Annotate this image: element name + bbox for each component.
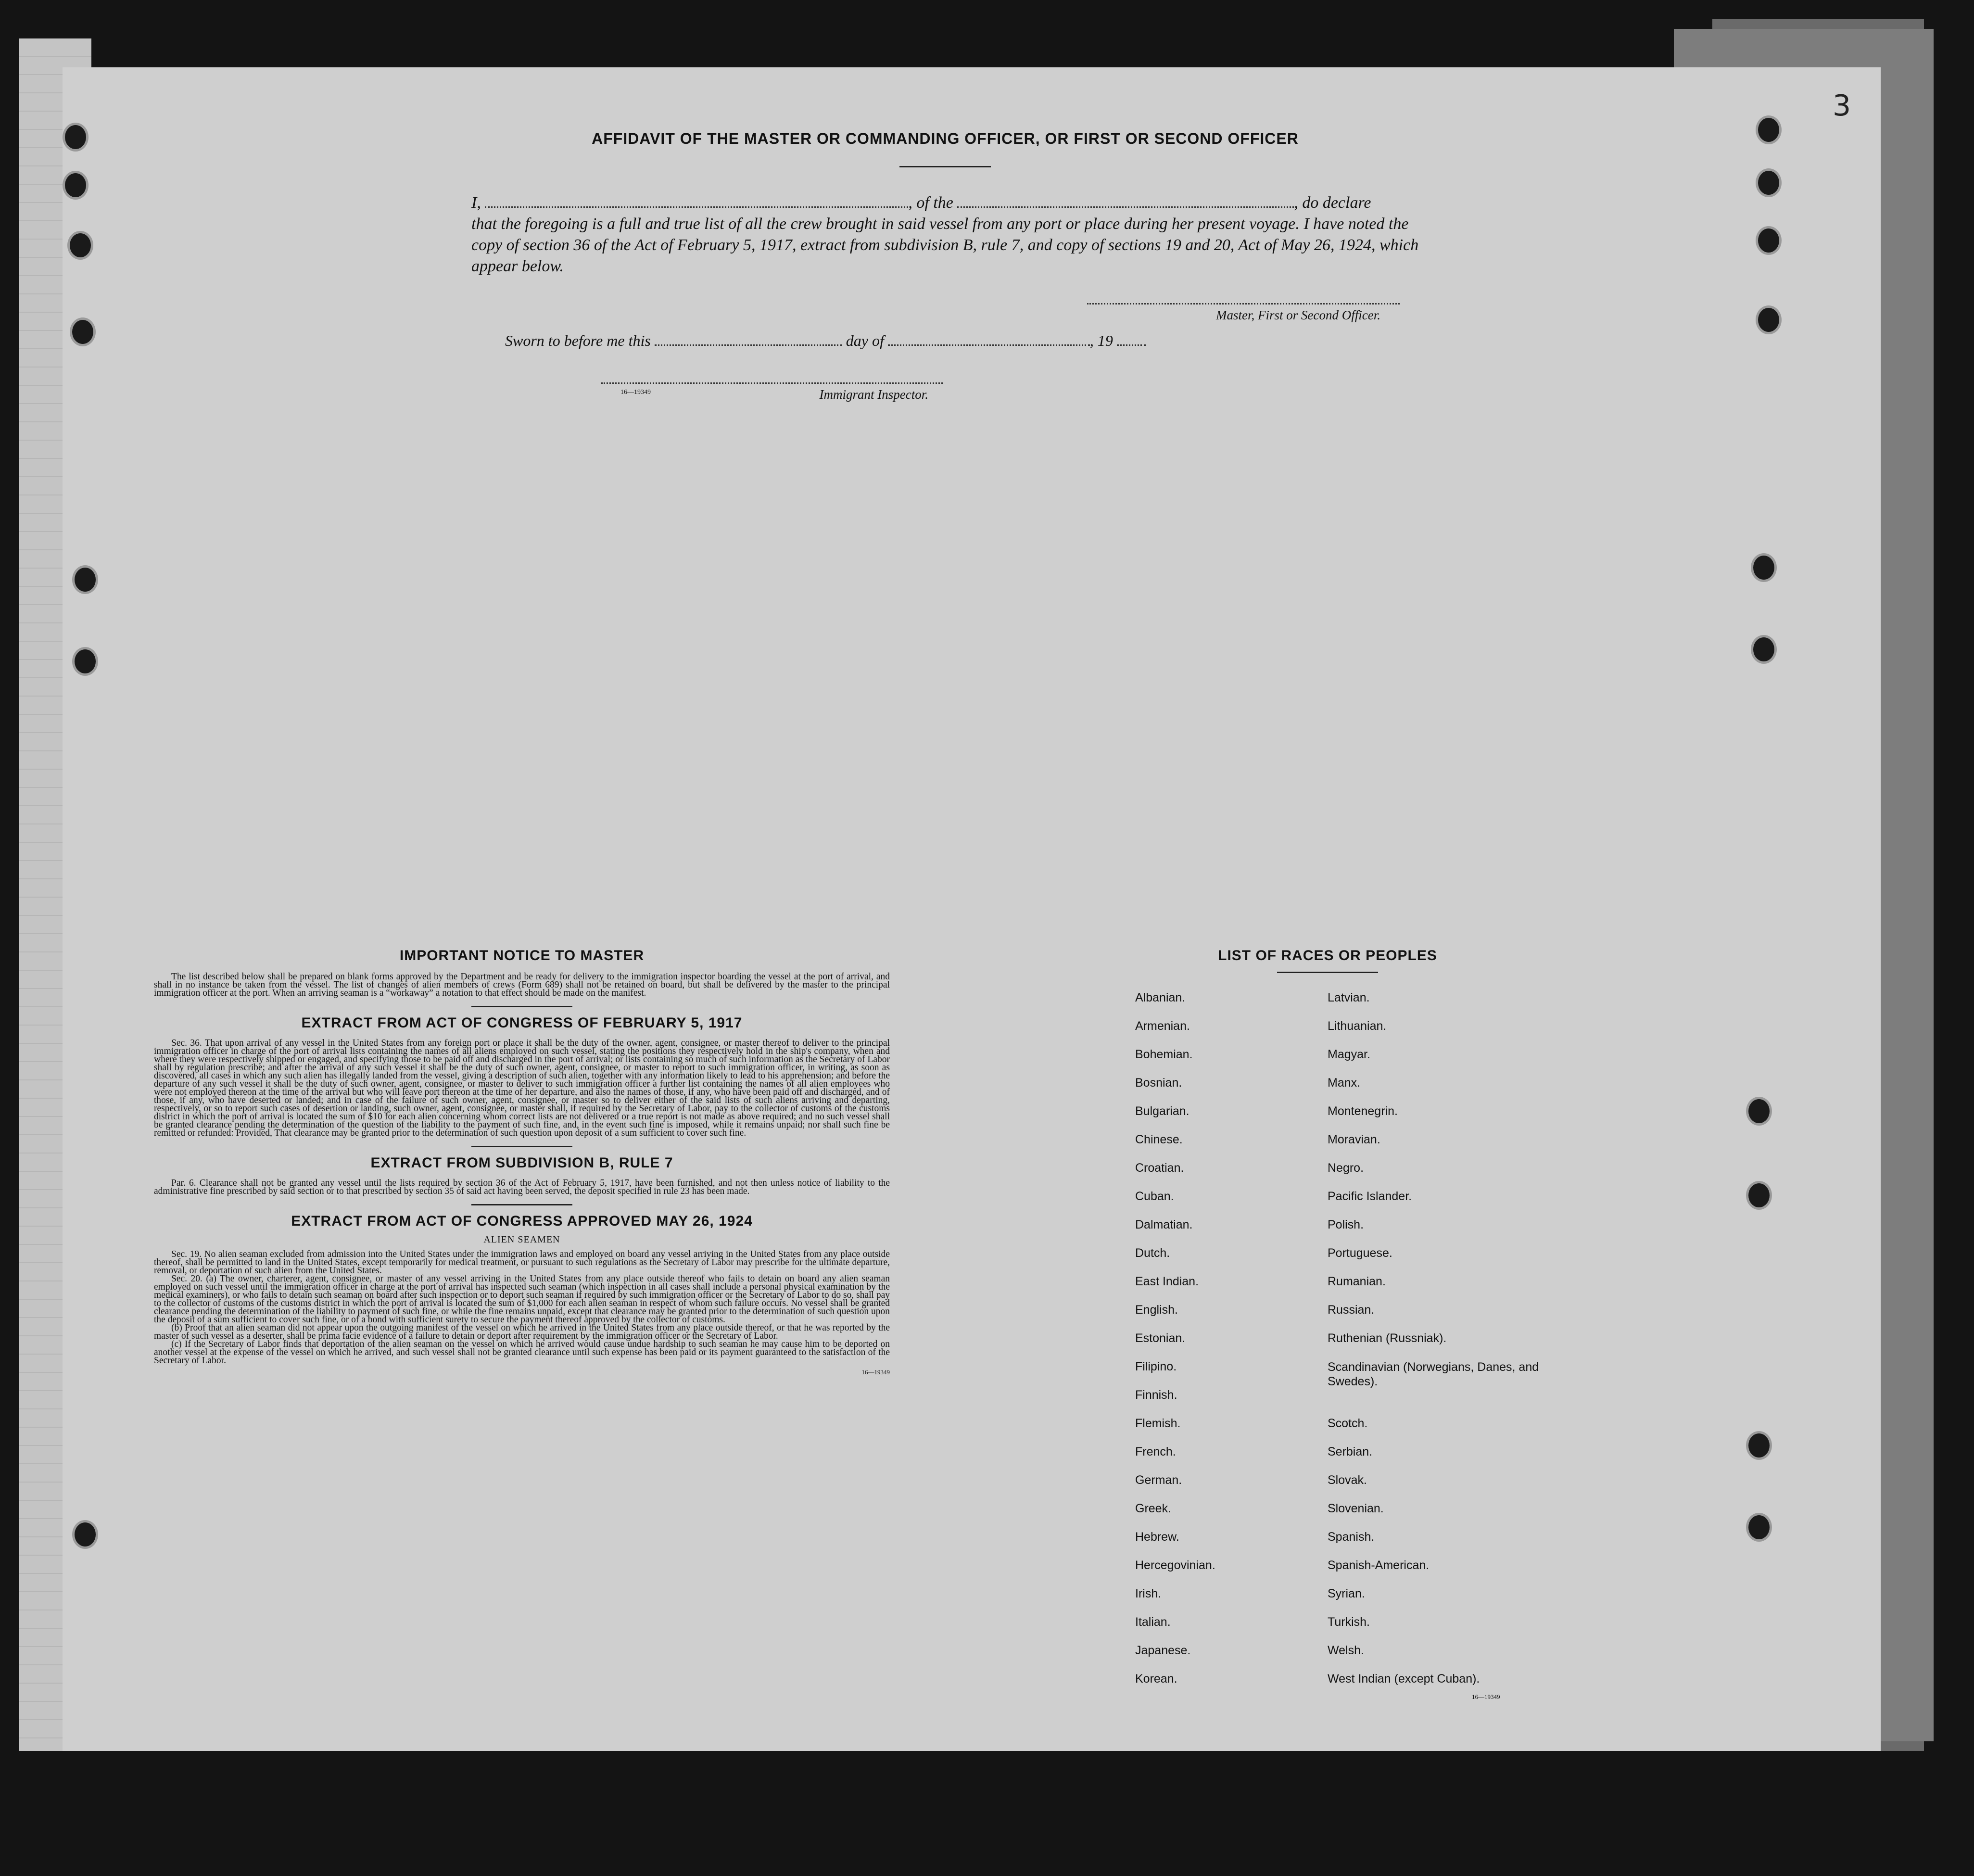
inspector-signature-line[interactable] <box>601 382 943 384</box>
punch-hole <box>1751 635 1777 664</box>
punch-hole <box>72 1520 98 1549</box>
punch-hole <box>1746 1431 1772 1460</box>
race-item: Syrian. <box>1328 1587 1365 1600</box>
punch-hole <box>67 231 93 260</box>
punch-hole <box>1756 305 1782 334</box>
race-item: Welsh. <box>1328 1644 1364 1657</box>
affidavit-title: AFFIDAVIT OF THE MASTER OR COMMANDING OFFICER, OR FIRST OR SECOND OFFICER <box>592 130 1299 147</box>
declaration-body: that the foregoing is a full and true list of all the crew brought in said vessel from any port or place during her present voyage. I have noted the copy of section 36 of the Act of February 5, 1917, extract from subdivision B, rule 7, and copy of sections 19 and 20, Act of May 26, 1924, which appear below. <box>471 215 1419 275</box>
race-item: Russian. <box>1328 1303 1375 1317</box>
race-item: Chinese. <box>1135 1133 1183 1146</box>
race-item: Pacific Islander. <box>1328 1190 1412 1203</box>
notice-text: The list described below shall be prepared on blank forms approved by the Department and be ready for delivery to the immigration inspector boarding the vessel at the port of arrival, and shall in no instance be taken from the vessel. The list of changes of alien members of crews (Form 689) shall not be retained on board, but shall be delivered by the master to the principal immigration officer at the port. When an arriving seaman is a “workaway” a notation to that effect should be made on the manifest. <box>154 972 890 998</box>
race-item: Portuguese. <box>1328 1246 1392 1260</box>
extract3-subtitle: ALIEN SEAMEN <box>483 1234 560 1245</box>
extract1-text: Sec. 36. That upon arrival of any vessel in the United States from any foreign port or place it shall be the duty of the owner, agent, consignee, or master thereof to deliver to the principal immigration officer in charge of the port of arrival lists containing the names of all aliens employed on such vessel, stating the positions they respectively hold in the ship's company, when and where they were respectively shipped or engaged, and specifying those to be paid off and discharged in the port of arrival; or lists containing so much of such information as the Secretary of Labor shall by regulation prescribe; and after the arrival of any such vessel it shall be the duty of such owner, agent, consignee, or master to report to such immigration officer, in writing, as soon as discovered, all cases in which any such alien has illegally landed from the vessel, giving a description of such alien, together with any information likely to lead to his apprehension; and before the departure of any such vessel it shall be the duty of such owner, agent, consignee, or master to deliver to such immigration officer a further list containing the names of all alien employees who were not employed thereon at the time of the arrival but who will leave port thereon at the time of her departure, and also the names of those, if any, who have been paid off and discharged, and of those, if any, who have deserted or landed; and in case of the failure of such owner, agent, consignee, or master so to deliver either of the said lists of such aliens arriving and departing, respectively, or so to report such cases of desertion or landing, such owner, agent, consignee, or master shall, if required by the Secretary of Labor, pay to the collector of customs of the customs district in which the port of arrival is located the sum of $10 for each alien concerning whom correct lists are not delivered or a true report is not made as above required; and no such vessel shall be granted clearance pending the determination of the question of the liability to the payment of such fine, and, in the event such fine is imposed, while it remains unpaid; nor shall such fine be remitted or refunded: Provided, That clearance may be granted prior to the determination of such question upon deposit of a sum sufficient to cover such fine. <box>154 1038 890 1138</box>
notice-section <box>154 948 890 1376</box>
section-rule <box>471 1204 572 1205</box>
race-item: English. <box>1135 1303 1178 1317</box>
punch-hole <box>72 565 98 594</box>
name-blank[interactable] <box>485 206 908 208</box>
inspector-label: Immigrant Inspector. <box>819 387 928 402</box>
race-item: Spanish. <box>1328 1530 1375 1544</box>
punch-hole <box>1756 115 1782 144</box>
race-item: Croatian. <box>1135 1161 1184 1175</box>
race-item: Dutch. <box>1135 1246 1170 1260</box>
year-label: , 19 <box>1089 332 1113 349</box>
extract2-text: Par. 6. Clearance shall not be granted any vessel until the lists required by section 36 of the Act of February 5, 1917, have been furnished, and not then unless notice of liability to the administrative fine prescribed by said section or to that prescribed by section 35 of said act having been served, the deposit specified in rule 23 has been made. <box>154 1178 890 1196</box>
race-item: Rumanian. <box>1328 1275 1386 1288</box>
punch-hole <box>1751 553 1777 582</box>
document-page <box>63 67 1881 1751</box>
punch-hole <box>63 123 89 152</box>
race-item: Ruthenian (Russniak). <box>1328 1331 1447 1345</box>
section-rule <box>471 1146 572 1147</box>
sec19-text: Sec. 19. No alien seaman excluded from admission into the United States under the immigration laws and employed on board any vessel arriving in the United States from any place outside thereof, shall be permitted to land in the United States, except temporarily for medical treatment, or pursuant to such regulations as the Secretary of Labor may prescribe for the ultimate departure, removal, or deportation of such alien from the United States. <box>154 1249 890 1276</box>
sec20b-text: (b) Proof that an alien seaman did not appear upon the outgoing manifest of the vessel on which he arrived in the United States from any place outside thereof, or that he was reported by the master of such vessel as a deserter, shall be prima facie evidence of a failure to detain or deport after requirement by the immigration officer or the Secretary of Labor. <box>154 1323 890 1341</box>
race-item: West Indian (except Cuban). <box>1328 1672 1480 1686</box>
race-item: Scandinavian (Norwegians, Danes, and Swedes). <box>1328 1360 1539 1388</box>
race-item: Manx. <box>1328 1076 1361 1090</box>
race-item: Scotch. <box>1328 1417 1368 1430</box>
race-item: Magyar. <box>1328 1048 1370 1061</box>
declaration-do-declare: , do declare <box>1294 194 1371 212</box>
race-item: Bohemian. <box>1135 1048 1193 1061</box>
race-item: Flemish. <box>1135 1417 1181 1430</box>
title-rule <box>899 166 991 167</box>
punch-hole <box>1756 226 1782 255</box>
race-item: Bosnian. <box>1135 1076 1182 1090</box>
race-item: Slovak. <box>1328 1473 1367 1487</box>
form-code: 16—19349 <box>620 389 651 396</box>
section-rule <box>1277 972 1378 973</box>
declaration <box>471 192 1429 277</box>
form-code: 16—19349 <box>1472 1693 1500 1700</box>
race-item: Lithuanian. <box>1328 1019 1387 1033</box>
race-item: Moravian. <box>1328 1133 1380 1146</box>
sworn-statement <box>505 332 1227 350</box>
race-item: Montenegrin. <box>1328 1104 1398 1118</box>
race-item: Korean. <box>1135 1672 1177 1686</box>
punch-hole <box>1756 168 1782 197</box>
races-column-2 <box>1328 991 1549 1700</box>
race-item: Estonian. <box>1135 1331 1186 1345</box>
sworn-year-blank[interactable] <box>1117 344 1146 346</box>
race-item: Greek. <box>1135 1502 1172 1515</box>
punch-hole <box>63 171 89 200</box>
sworn-day-blank[interactable] <box>655 344 842 346</box>
day-of-label: day of <box>846 332 884 349</box>
race-item: East Indian. <box>1135 1275 1199 1288</box>
race-item: Negro. <box>1328 1161 1364 1175</box>
vessel-blank[interactable] <box>957 206 1294 208</box>
race-item: German. <box>1135 1473 1182 1487</box>
race-item: Turkish. <box>1328 1615 1370 1629</box>
race-item: Hercegovinian. <box>1135 1559 1215 1572</box>
punch-hole <box>1746 1513 1772 1542</box>
race-item: Albanian. <box>1135 991 1186 1004</box>
race-item: Bulgarian. <box>1135 1104 1189 1118</box>
notice-title: IMPORTANT NOTICE TO MASTER <box>399 948 645 963</box>
race-item: Filipino. <box>1135 1360 1177 1373</box>
declaration-i: I, <box>471 194 481 212</box>
race-item: Italian. <box>1135 1615 1171 1629</box>
signature-label: Master, First or Second Officer. <box>1216 308 1380 322</box>
race-item: Japanese. <box>1135 1644 1191 1657</box>
form-code: 16—19349 <box>861 1369 890 1376</box>
punch-hole <box>70 317 96 346</box>
punch-hole <box>72 647 98 676</box>
race-item: Slovenian. <box>1328 1502 1384 1515</box>
race-item: Dalmatian. <box>1135 1218 1193 1231</box>
race-item: French. <box>1135 1445 1176 1458</box>
punch-hole <box>1746 1097 1772 1126</box>
signature-line[interactable] <box>1087 303 1400 304</box>
sworn-month-blank[interactable] <box>888 344 1090 346</box>
race-item: Hebrew. <box>1135 1530 1179 1544</box>
race-item: Spanish-American. <box>1328 1559 1430 1572</box>
extract3-title: EXTRACT FROM ACT OF CONGRESS APPROVED MAY 26, 1924 <box>291 1213 753 1229</box>
section-rule <box>471 1006 572 1007</box>
races-section <box>1121 948 1539 1700</box>
sec20a-text: Sec. 20. (a) The owner, charterer, agent, consignee, or master of any vessel arriving in the United States from any place outside thereof who fails to detain on board any alien seaman employed on such vessel until the immigration officer in charge at the port of arrival has inspected such seaman (which inspection in all cases shall include a personal physical examination by the medical examiners), or who fails to detain such seaman on board after such inspection or to deport such seaman if required by such immigration officer or the Secretary of Labor to do so, shall pay to the collector of customs of the customs district in which the port of arrival is located the sum of $1,000 for each alien seaman in respect of whom such failure occurs. No vessel shall be granted clearance pending the determination of the liability to payment of such fine, or while the fine remains unpaid, except that clearance may be granted prior to the determination of such question upon the deposit of a sum sufficient to cover such fine, or of a bond with sufficient surety to secure the payment thereof approved by the collector of customs. <box>154 1274 890 1325</box>
races-title: LIST OF RACES OR PEOPLES <box>1218 948 1437 963</box>
race-item: Armenian. <box>1135 1019 1190 1033</box>
punch-hole <box>1746 1181 1772 1210</box>
race-item: Serbian. <box>1328 1445 1373 1458</box>
race-item: Irish. <box>1135 1587 1162 1600</box>
race-item: Latvian. <box>1328 991 1370 1004</box>
race-item: Cuban. <box>1135 1190 1174 1203</box>
extract2-title: EXTRACT FROM SUBDIVISION B, RULE 7 <box>370 1155 673 1171</box>
declaration-of-the: , of the <box>908 194 953 212</box>
sec20c-text: (c) If the Secretary of Labor finds that deportation of the alien seaman on the vessel on which he arrived would cause undue hardship to such seaman he may cause him to be deported on another vessel at the expense of the vessel on which he arrived, and such vessel shall not be granted clearance until such expense has been paid or its payment guaranteed to the satisfaction of the Secretary of Labor. <box>154 1339 890 1366</box>
race-item: Polish. <box>1328 1218 1364 1231</box>
races-column-1 <box>1135 991 1318 1700</box>
race-item: Finnish. <box>1135 1388 1177 1402</box>
extract1-title: EXTRACT FROM ACT OF CONGRESS OF FEBRUARY 5, 1917 <box>301 1015 743 1031</box>
sworn-before-label: Sworn to before me this <box>505 332 651 349</box>
page-number: 3 <box>1833 89 1851 123</box>
